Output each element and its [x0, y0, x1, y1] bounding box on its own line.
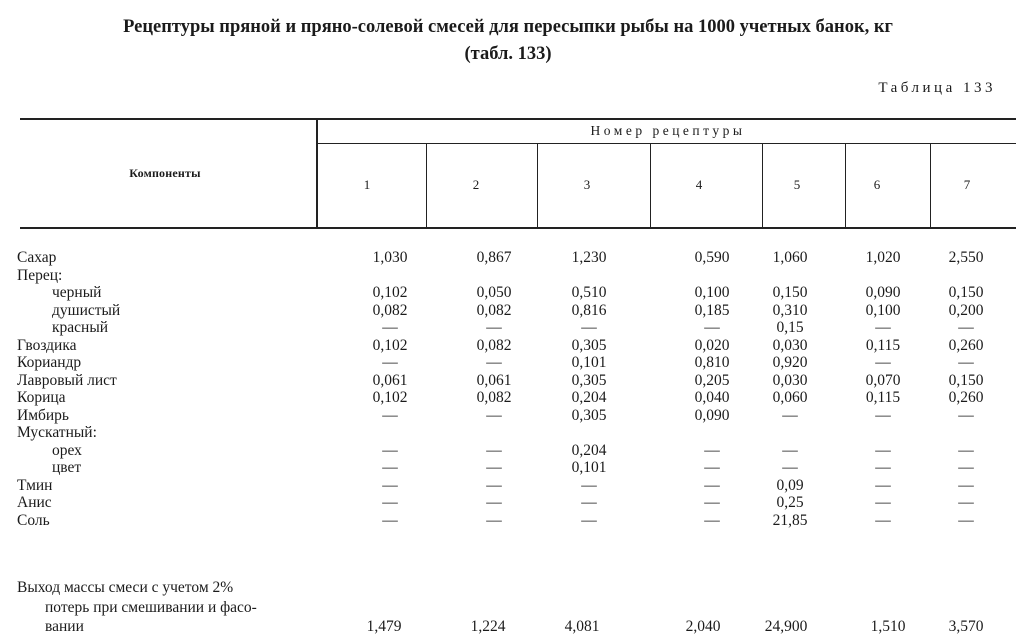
row-label: Анис — [17, 494, 52, 511]
table-cell: 0,510 — [571, 284, 607, 301]
table-cell: — — [382, 406, 398, 424]
table-cell: — — [704, 476, 720, 494]
table-cell: — — [782, 459, 798, 476]
table-cell: 0,25 — [776, 494, 804, 511]
table-cell: 0,102 — [372, 284, 408, 301]
table-cell: — — [382, 354, 398, 371]
table-cell: 0,082 — [476, 336, 512, 354]
table-cell: 0,090 — [694, 406, 730, 424]
table-cell: 0,030 — [772, 336, 808, 354]
row-label: Лавровый лист — [17, 371, 117, 389]
row-label: красный — [52, 319, 109, 336]
row-label: Имбирь — [17, 406, 70, 424]
yield-cell: 3,570 — [948, 618, 984, 635]
table-cell: 0,590 — [694, 249, 730, 266]
yield-cell: 1,224 — [470, 618, 506, 635]
title-line-2: (табл. 133) — [464, 44, 552, 64]
row-label: Перец: — [17, 266, 63, 284]
table-cell: — — [958, 406, 974, 424]
table-cell: — — [581, 476, 597, 494]
row-label: Тмин — [17, 476, 53, 494]
row-label: цвет — [52, 459, 82, 476]
table-cell: — — [382, 511, 398, 529]
table-cell: — — [581, 511, 597, 529]
table-cell: 0,920 — [772, 354, 808, 371]
title-line-1: Рецептуры пряной и пряно-солевой смесей для пересыпки рыбы на 1000 учетных банок, кг — [123, 17, 893, 37]
table-cell: 0,082 — [476, 389, 512, 406]
row-label: черный — [52, 284, 102, 301]
row-label: Сахар — [17, 249, 57, 266]
table-cell: — — [958, 476, 974, 494]
column-divider-6-7 — [930, 144, 931, 228]
yield-cell: 4,081 — [564, 618, 600, 635]
table-cell: 0,200 — [948, 301, 984, 319]
table-cell: 0,15 — [776, 319, 804, 336]
table-cell: — — [704, 494, 720, 511]
table-cell: — — [875, 459, 891, 476]
table-cell: — — [875, 319, 891, 336]
table-number: Таблица 133 — [878, 80, 996, 96]
table-cell: 1,230 — [571, 249, 607, 266]
table-cell: 0,204 — [571, 441, 607, 459]
table-cell: — — [486, 319, 502, 336]
table-cell: — — [958, 459, 974, 476]
table-cell: — — [382, 459, 398, 476]
table-cell: — — [782, 441, 798, 459]
table-cell: 0,082 — [476, 301, 512, 319]
table-cell: — — [704, 441, 720, 459]
table-cell: 0,115 — [865, 336, 901, 354]
table-cell: 0,115 — [865, 389, 901, 406]
table-cell: 0,030 — [772, 371, 808, 389]
table-cell: — — [486, 476, 502, 494]
table-cell: — — [581, 494, 597, 511]
table-cell: — — [486, 511, 502, 529]
row-label: душистый — [52, 301, 121, 319]
table-cell: 0,305 — [571, 406, 607, 424]
table-cell: 0,101 — [571, 459, 607, 476]
table-cell: — — [382, 494, 398, 511]
table-cell: — — [486, 406, 502, 424]
table-cell: 0,150 — [948, 284, 984, 301]
column-divider-3-4 — [650, 144, 651, 228]
table-cell: — — [486, 354, 502, 371]
row-label: Корица — [17, 389, 66, 406]
table-cell: 0,310 — [772, 301, 808, 319]
yield-label-line-3: вании — [45, 618, 84, 635]
column-header-3: 3 — [583, 177, 591, 192]
table-cell: 0,305 — [571, 336, 607, 354]
table-cell: — — [875, 476, 891, 494]
table-cell: — — [958, 319, 974, 336]
table-cell: — — [486, 441, 502, 459]
column-header-7: 7 — [963, 177, 971, 192]
row-label: Гвоздика — [17, 336, 77, 354]
table-cell: — — [486, 494, 502, 511]
column-divider-5-6 — [845, 144, 846, 228]
table-cell: — — [382, 476, 398, 494]
yield-cell: 24,900 — [764, 618, 808, 635]
table-cell: 0,040 — [694, 389, 730, 406]
table-cell: 0,070 — [865, 371, 901, 389]
column-divider-2-3 — [537, 144, 538, 228]
yield-cell: 1,510 — [870, 618, 906, 635]
table-cell: 0,185 — [694, 301, 730, 319]
column-header-1: 1 — [363, 177, 371, 192]
table-cell: 0,810 — [694, 354, 730, 371]
row-label: Мускатный: — [17, 424, 97, 441]
table-cell: 21,85 — [772, 511, 808, 529]
row-label: орех — [52, 441, 82, 459]
components-header: Компоненты — [129, 166, 201, 180]
page-title — [0, 14, 1016, 68]
table-cell: 2,550 — [948, 249, 984, 266]
table-top-rule — [20, 118, 1016, 120]
table-cell: — — [875, 354, 891, 371]
table-cell: 0,060 — [772, 389, 808, 406]
column-divider-4-5 — [762, 144, 763, 228]
table-cell: — — [581, 319, 597, 336]
table-cell: — — [704, 511, 720, 529]
table-cell: 0,204 — [571, 389, 607, 406]
column-header-2: 2 — [472, 177, 480, 192]
table-cell: — — [958, 441, 974, 459]
header-bottom-rule — [20, 227, 1016, 229]
table-cell: — — [382, 441, 398, 459]
yield-cell: 2,040 — [685, 618, 721, 635]
table-cell: 0,050 — [476, 284, 512, 301]
recipe-number-header: Номер рецептуры — [590, 123, 746, 138]
table-cell: 0,020 — [694, 336, 730, 354]
column-header-6: 6 — [873, 177, 881, 192]
column-header-5: 5 — [793, 177, 801, 192]
yield-label-line-2: потерь при смешивании и фасо- — [45, 599, 257, 616]
table-cell: — — [958, 494, 974, 511]
yield-label-line-1: Выход массы смеси с учетом 2% — [17, 579, 234, 596]
table-cell: — — [958, 354, 974, 371]
table-cell: — — [875, 406, 891, 424]
recipe-header-rule — [317, 143, 1016, 144]
table-cell: 0,061 — [372, 371, 408, 389]
table-cell: 0,100 — [694, 284, 730, 301]
table-cell: — — [782, 406, 798, 424]
column-divider-1-2 — [426, 144, 427, 228]
table-cell: 0,150 — [948, 371, 984, 389]
table-cell: 1,060 — [772, 249, 808, 266]
column-header-4: 4 — [695, 177, 703, 192]
table-cell: — — [382, 319, 398, 336]
table-cell: — — [875, 441, 891, 459]
table-cell: 0,260 — [948, 336, 984, 354]
table-cell: 0,816 — [571, 301, 607, 319]
table-cell: 0,061 — [476, 371, 512, 389]
table-cell: — — [875, 494, 891, 511]
table-cell: 0,090 — [865, 284, 901, 301]
table-cell: 0,102 — [372, 336, 408, 354]
table-cell: 0,101 — [571, 354, 607, 371]
table-cell: 0,260 — [948, 389, 984, 406]
table-cell: 1,020 — [865, 249, 901, 266]
row-label: Кориандр — [17, 354, 82, 371]
yield-cell: 1,479 — [366, 618, 402, 635]
table-cell: 0,102 — [372, 389, 408, 406]
table-cell: 0,150 — [772, 284, 808, 301]
table-cell: 0,082 — [372, 301, 408, 319]
components-column-divider — [316, 120, 318, 228]
table-cell: 0,09 — [776, 476, 804, 494]
table-cell: 1,030 — [372, 249, 408, 266]
table-cell: — — [704, 319, 720, 336]
row-label: Соль — [17, 511, 50, 529]
table-cell: — — [486, 459, 502, 476]
table-cell: 0,100 — [865, 301, 901, 319]
table-cell: 0,205 — [694, 371, 730, 389]
table-cell: — — [704, 459, 720, 476]
table-cell: — — [958, 511, 974, 529]
table-cell: — — [875, 511, 891, 529]
table-cell: 0,867 — [476, 249, 512, 266]
table-cell: 0,305 — [571, 371, 607, 389]
